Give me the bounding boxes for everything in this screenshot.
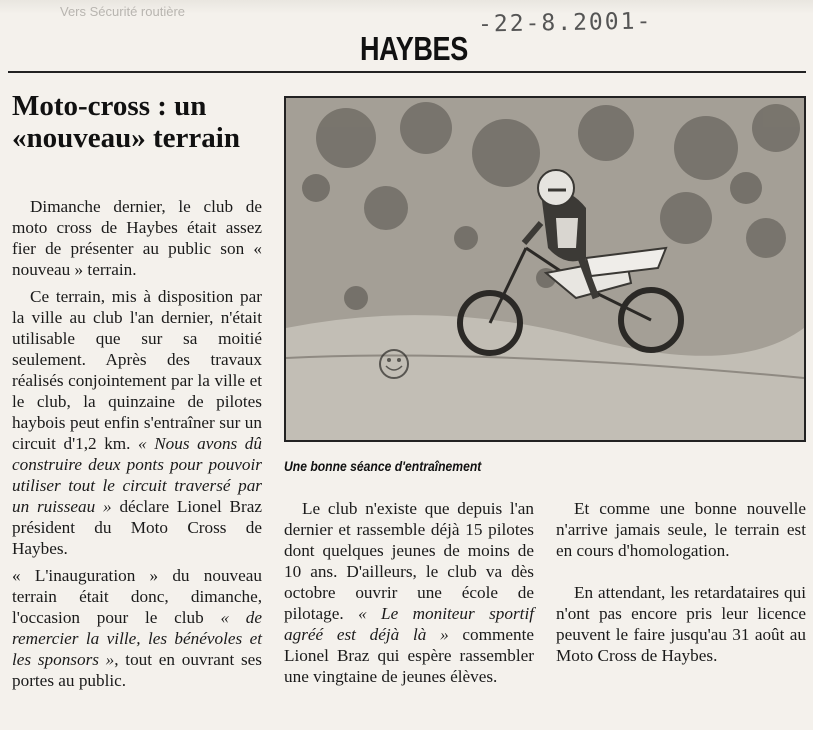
paragraph [556, 582, 806, 666]
paragraph [284, 498, 534, 687]
paragraph-text: Et comme une bonne nouvelle n'arrive jamais seule, le terrain est en cours d'homologation. [556, 499, 806, 560]
quote-text: « Le moniteur sportif agréé est déjà là » [284, 604, 534, 644]
paragraph-text: commente Lionel Braz qui espère rassembler une vingtaine de jeunes élèves. [284, 625, 534, 686]
paragraph [556, 498, 806, 561]
section-title: HAYBES [360, 30, 468, 67]
paragraph-text: , tout en ouvrant ses portes au public. [12, 650, 262, 690]
section-rule [8, 71, 806, 73]
paragraph [12, 196, 262, 280]
photo-caption: Une bonne séance d'entraînement [284, 459, 482, 474]
paragraph [12, 565, 262, 691]
motocross-photo [284, 96, 806, 442]
paragraph-text: déclare Lionel Braz président du Moto Cross de Haybes. [12, 497, 262, 558]
article-column-3 [556, 498, 806, 687]
quote-text: « Nous avons dû construire deux ponts pour pouvoir utiliser tout le circuit traversé par un ruisseau » [12, 434, 262, 516]
article-column-2 [284, 498, 534, 693]
paragraph-text: Dimanche dernier, le club de moto cross de Haybes était assez fier de présenter au public son « nouveau » terrain. [12, 197, 262, 279]
quote-text: « de remercier la ville, les bénévoles et les sponsors » [12, 608, 262, 669]
handwritten-date: -22-8.2001- [477, 8, 653, 38]
top-bleed-text: Vers Sécurité routière [60, 4, 186, 18]
article-column-1 [12, 196, 262, 697]
article-headline: Moto-cross : un «nouveau» terrain [12, 90, 240, 154]
motocross-illustration [286, 98, 804, 440]
paragraph-text: Le club n'existe que depuis l'an dernier et rassemble déjà 15 pilotes dont quelques jeunes de moins de 10 ans. D'ailleurs, le club va dès octobre ouvrir une école de pilotage. [284, 499, 534, 623]
paragraph-text: En attendant, les retardataires qui n'ont pas encore pris leur licence peuvent le faire jusqu'au 31 août au Moto Cross de Haybes. [556, 583, 806, 665]
paragraph-text: Ce terrain, mis à disposition par la ville au club l'an dernier, n'était utilisable que sur sa moitié seulement. Après des travaux réalisés conjointement par la ville et le club, la quinzaine de pilotes haybois peut enfin s'entraîner sur un circuit d'1,2 km. [12, 287, 262, 453]
paragraph-text: « L'inauguration » du nouveau terrain était donc, dimanche, l'occasion pour le club [12, 566, 262, 627]
stamp-watermark [368, 338, 452, 390]
paragraph [12, 286, 262, 559]
